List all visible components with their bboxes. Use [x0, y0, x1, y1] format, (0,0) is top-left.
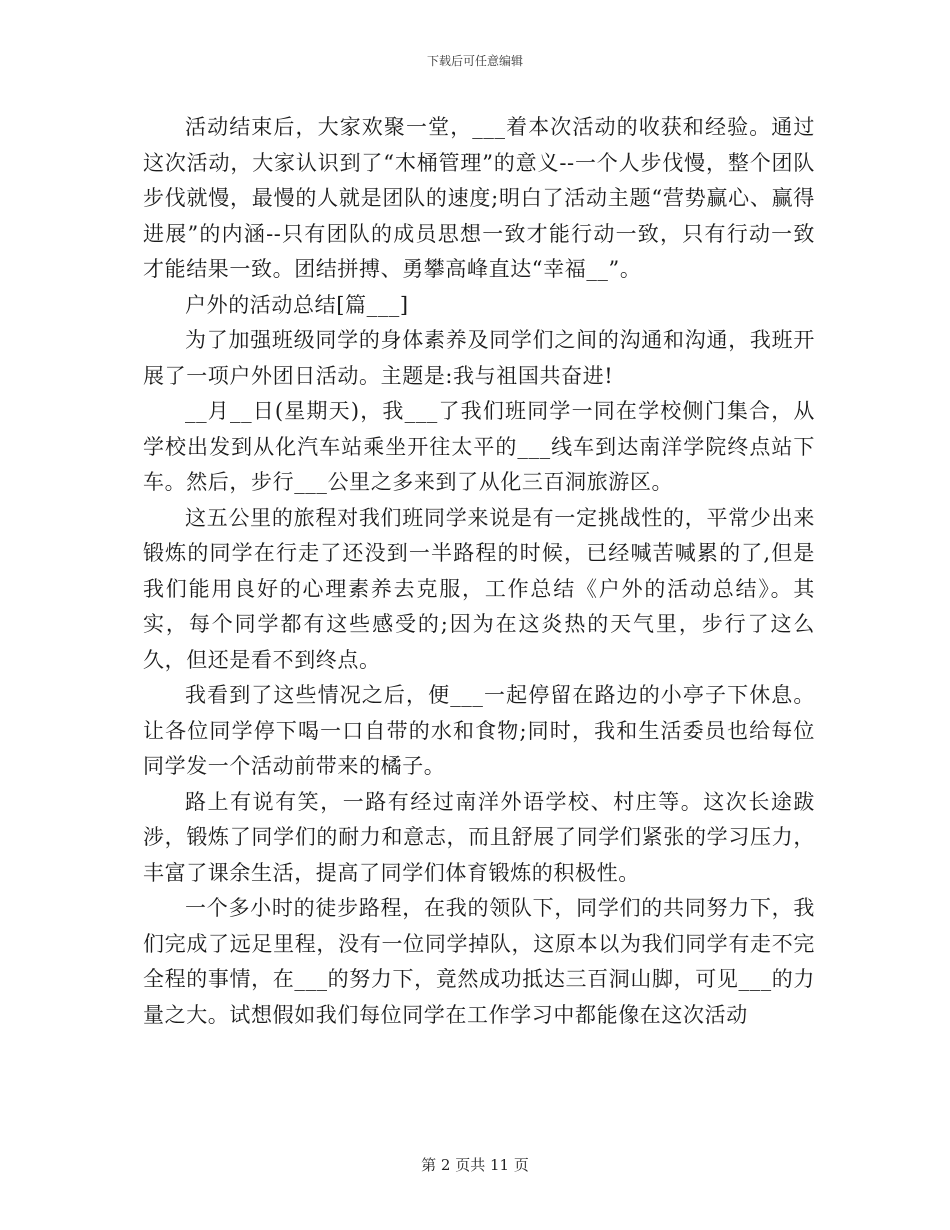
- paragraph-road: 路上有说有笑，一路有经过南洋外语学校、村庄等。这次长途跋涉，锻炼了同学们的耐力和意志，而且舒展了同学们紧张的学习压力，丰富了课余生活，提高了同学们体育锻炼的积极性。: [143, 789, 815, 885]
- page-number: 第 2 页共 11 页: [421, 1156, 529, 1174]
- paragraph-assembly: __月__日(星期天)，我___了我们班同学一同在学校侧门集合，从学校出发到从化汽车站乘坐开往太平的___线车到达南洋学院终点站下车。然后，步行___公里之多来到了从化三百洞旅游区。: [143, 399, 815, 494]
- paragraph-activity-summary: 活动结束后，大家欢聚一堂，___着本次活动的收获和经验。通过这次活动，大家认识到了“木桶管理”的意义--一个人步伐慢，整个团队步伐就慢，最慢的人就是团队的速度;明白了活动主题“营势赢心、赢得进展”的内涵--只有团队的成员思想一致才能行动一致，只有行动一致才能结果一致。团结拼搏、勇攀高峰直达“幸福__”。: [143, 115, 815, 281]
- document-body: [143, 110, 815, 1033]
- paragraph-intro: 为了加强班级同学的身体素养及同学们之间的沟通和沟通，我班开展了一项户外团日活动。主题是:我与祖国共奋进!: [143, 328, 815, 388]
- paragraph-conclusion: 一个多小时的徒步路程，在我的领队下，同学们的共同努力下，我们完成了远足里程，没有一位同学掉队，这原本以为我们同学有走不完全程的事情，在___的努力下，竟然成功抵达三百洞山脚，可见___的力量之大。试想假如我们每位同学在工作学习中都能像在这次活动: [143, 896, 815, 1027]
- paragraph-rest: 我看到了这些情况之后，便___一起停留在路边的小亭子下休息。让各位同学停下喝一口自带的水和食物;同时，我和生活委员也给每位同学发一个活动前带来的橘子。: [143, 683, 815, 778]
- paragraph-journey: 这五公里的旅程对我们班同学来说是有一定挑战性的，平常少出来锻炼的同学在行走了还没到一半路程的时候，已经喊苦喊累的了,但是我们能用良好的心理素养去克服，工作总结《户外的活动总结》。其实，每个同学都有这些感受的;因为在这炎热的天气里，步行了这么久，但还是看不到终点。: [143, 505, 815, 672]
- section-heading: 户外的活动总结[篇___]: [185, 292, 409, 317]
- page-header-note: 下载后可任意编辑: [426, 54, 523, 68]
